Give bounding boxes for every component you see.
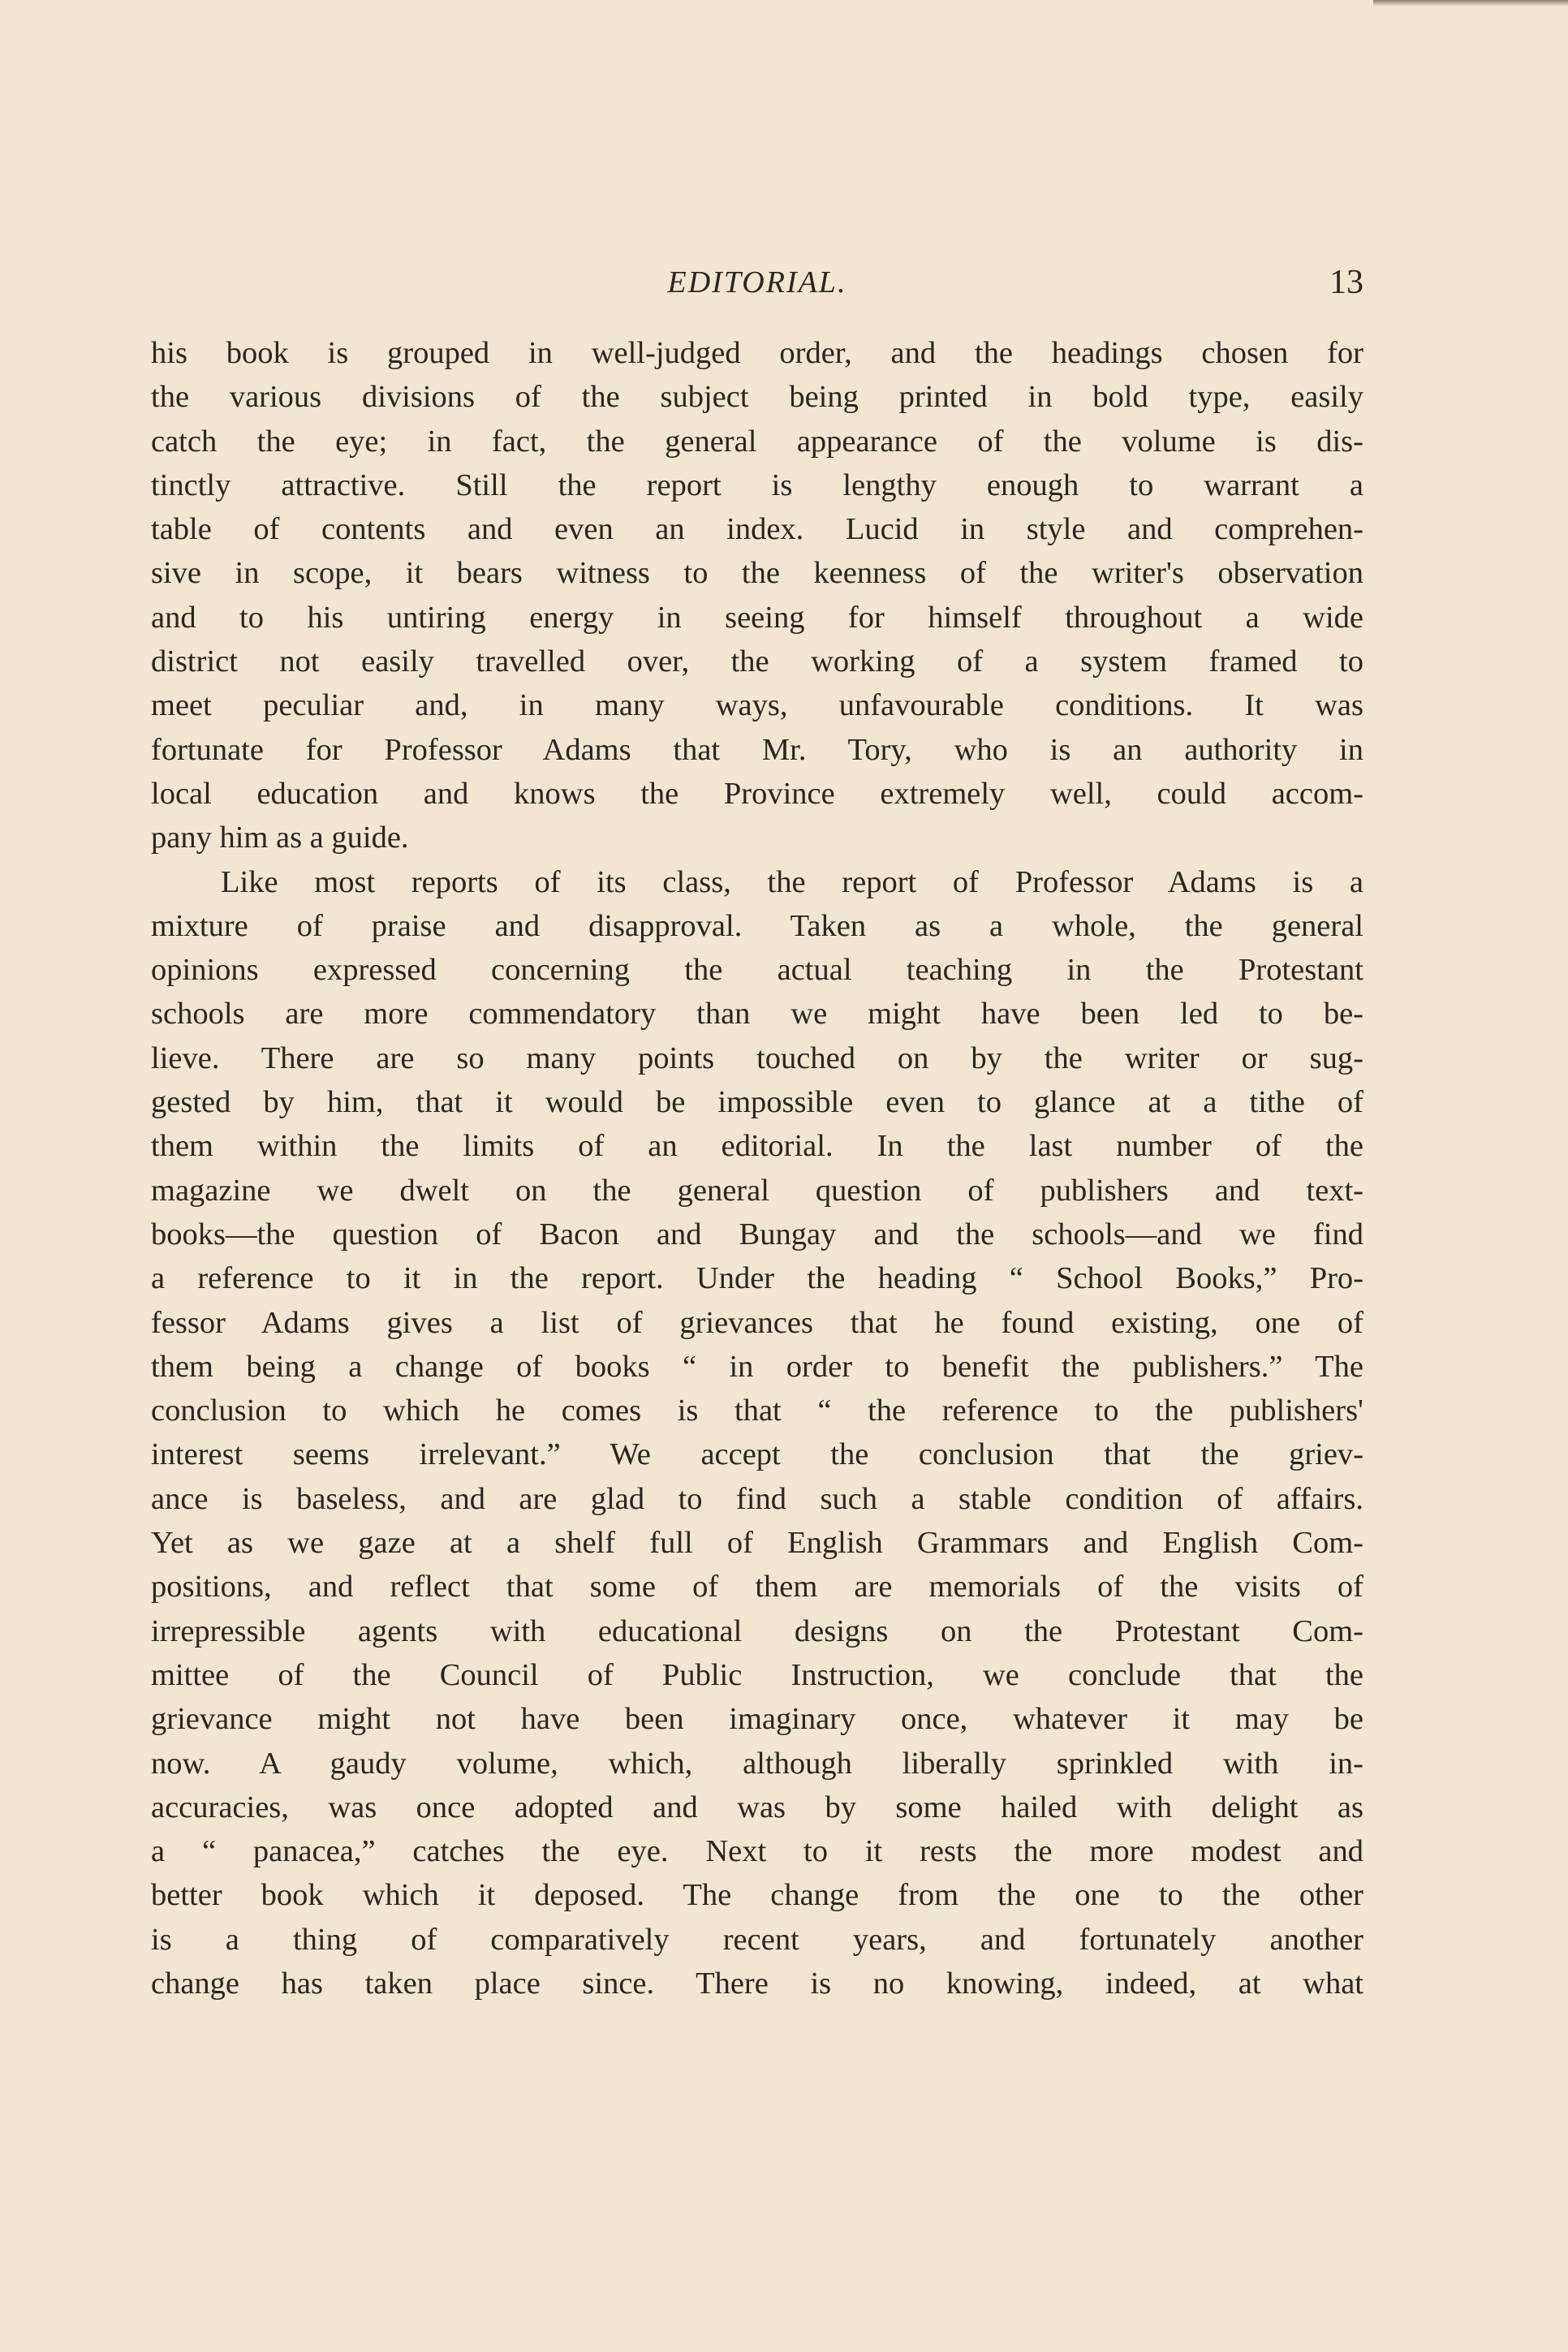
text-line: gested by him, that it would be impossible even to glance at a tithe of [151, 1085, 1363, 1120]
text-line: irrepressible agents with educational designs on the Protestant Com- [151, 1613, 1363, 1648]
text-line: conclusion to which he comes is that “ the reference to the publishers' [151, 1394, 1363, 1428]
text-line: mittee of the Council of Public Instruction, we conclude that the [151, 1657, 1363, 1692]
text-line: the various divisions of the subject being printed in bold type, easily [151, 380, 1363, 415]
text-line: accuracies, was once adopted and was by some hailed with delight as [151, 1790, 1363, 1824]
text-line: is a thing of comparatively recent years, and fortunately another [151, 1922, 1363, 1957]
text-line: district not easily travelled over, the working of a system framed to [151, 644, 1363, 679]
text-line: better book which it deposed. The change from the one to the other [151, 1878, 1363, 1913]
running-title: EDITORIAL. [667, 265, 847, 299]
text-line: change has taken place since. There is no knowing, indeed, at what [151, 1966, 1363, 2001]
text-line: Like most reports of its class, the report of Professor Adams is a [221, 864, 1363, 899]
body-text [151, 331, 1363, 2005]
text-line: Yet as we gaze at a shelf full of English Grammars and English Com- [151, 1526, 1363, 1561]
text-line: them within the limits of an editorial. In the last number of the [151, 1129, 1363, 1164]
text-line: schools are more commendatory than we might have been led to be- [151, 997, 1363, 1032]
text-line: a “ panacea,” catches the eye. Next to it rests the more modest and [151, 1834, 1363, 1869]
text-line: sive in scope, it bears witness to the keenness of the writer's observation [151, 556, 1363, 591]
text-line: positions, and reflect that some of them are memorials of the visits of [151, 1570, 1363, 1605]
text-line: lieve. There are so many points touched on by the writer or sug- [151, 1040, 1363, 1075]
text-line: tinctly attractive. Still the report is lengthy enough to warrant a [151, 467, 1363, 502]
text-line: books—the question of Bacon and Bungay and the schools—and we find [151, 1217, 1363, 1251]
text-line: table of contents and even an index. Lucid in style and comprehen- [151, 512, 1363, 547]
text-line: grievance might not have been imaginary once, whatever it may be [151, 1702, 1363, 1737]
text-line: local education and knows the Province extremely well, could accom- [151, 776, 1363, 811]
running-head [151, 258, 1363, 307]
page-edge-shadow [1373, 0, 1568, 6]
text-line: magazine we dwelt on the general question of publishers and text- [151, 1173, 1363, 1208]
text-line: mixture of praise and disapproval. Taken as a whole, the general [151, 908, 1363, 943]
text-line: interest seems irrelevant.” We accept the conclusion that the griev- [151, 1437, 1363, 1472]
text-line: them being a change of books “ in order to benefit the publishers.” The [151, 1349, 1363, 1384]
text-line: his book is grouped in well-judged order, and the headings chosen for [151, 336, 1363, 370]
text-line: meet peculiar and, in many ways, unfavourable conditions. It was [151, 688, 1363, 723]
text-line: ance is baseless, and are glad to find such a stable condition of affairs. [151, 1481, 1363, 1516]
text-line: now. A gaudy volume, which, although liberally sprinkled with in- [151, 1746, 1363, 1781]
text-line: catch the eye; in fact, the general appearance of the volume is dis- [151, 424, 1363, 459]
text-line: pany him as a guide. [151, 821, 409, 855]
text-line: and to his untiring energy in seeing for himself throughout a wide [151, 600, 1363, 635]
text-line: fessor Adams gives a list of grievances that he found existing, one of [151, 1305, 1363, 1340]
text-line: opinions expressed concerning the actual teaching in the Protestant [151, 953, 1363, 988]
text-line: a reference to it in the report. Under the heading “ School Books,” Pro- [151, 1261, 1363, 1296]
text-line: fortunate for Professor Adams that Mr. Tory, who is an authority in [151, 732, 1363, 767]
page-number: 13 [1329, 264, 1363, 301]
